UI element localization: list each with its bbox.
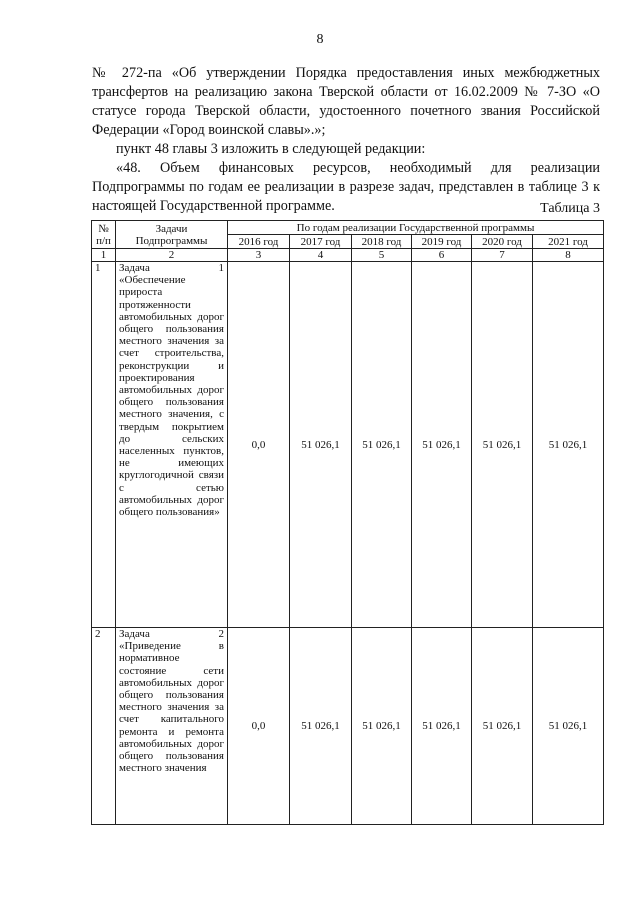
header-num-line2: п/п xyxy=(96,234,111,247)
column-number: 2 xyxy=(116,249,228,262)
intro-paragraph-2: пункт 48 главы 3 изложить в следующей редакции: xyxy=(116,141,426,157)
header-year-2016: 2016 год xyxy=(228,235,290,249)
header-year-2017: 2017 год xyxy=(290,235,352,249)
header-task-line2: Подпрограммы xyxy=(135,234,208,247)
page-number: 8 xyxy=(316,32,324,47)
task-title: Задача xyxy=(119,628,150,640)
task-cell xyxy=(116,262,228,628)
value-2020: 51 026,1 xyxy=(472,262,533,628)
financing-table xyxy=(91,220,604,825)
value-2018: 51 026,1 xyxy=(352,628,412,825)
header-year-2019: 2019 год xyxy=(412,235,472,249)
task-text: «Обеспечение прироста протяженности автомобильных дорог общего пользования местного значения за счет строительства, реконструкции и проектирования автомобильных дорог общего пользования местного значения, с твердым покрытием до сельских населенных пунктов, не имеющих круглогодичной связи с сетью автомобильных дорог общего пользования» xyxy=(119,274,224,519)
value-2016: 0,0 xyxy=(228,262,290,628)
column-number: 6 xyxy=(412,249,472,262)
intro-paragraph-3: «48. Объем финансовых ресурсов, необходимый для реализации Подпрограммы по годам ее реализации в разрезе задач, представлен в таблице 3 к настоящей Государственной программе. xyxy=(92,160,600,214)
header-year-2021: 2021 год xyxy=(533,235,604,249)
task-text: «Приведение в нормативное состояние сети автомобильных дорог общего пользования местного значения за счет капитального ремонта и ремонта автомобильных дорог общего пользования местного значения xyxy=(119,640,224,775)
column-number: 3 xyxy=(228,249,290,262)
value-2018: 51 026,1 xyxy=(352,262,412,628)
intro-text xyxy=(92,64,600,216)
header-row-1 xyxy=(92,221,604,235)
value-2017: 51 026,1 xyxy=(290,262,352,628)
header-years-group: По годам реализации Государственной программы xyxy=(228,221,604,235)
column-number: 7 xyxy=(472,249,533,262)
header-task-line1: Задачи xyxy=(155,222,188,235)
task-cell xyxy=(116,628,228,825)
column-number: 4 xyxy=(290,249,352,262)
value-2020: 51 026,1 xyxy=(472,628,533,825)
value-2021: 51 026,1 xyxy=(533,262,604,628)
task-title: Задача xyxy=(119,262,150,274)
table-caption: Таблица 3 xyxy=(540,201,600,216)
value-2019: 51 026,1 xyxy=(412,262,472,628)
value-2021: 51 026,1 xyxy=(533,628,604,825)
row-index: 2 xyxy=(92,628,116,825)
table-row xyxy=(92,262,604,628)
intro-paragraph-1: № 272-па «Об утверждении Порядка предоставления иных межбюджетных трансфертов на реализацию закона Тверской области от 16.02.2009 № 7-ЗО «О статусе города Тверской области, удостоенного почетного звания Российской Федерации «Город воинской славы».»; xyxy=(92,65,600,138)
task-heading xyxy=(119,628,224,640)
row-index: 1 xyxy=(92,262,116,628)
task-heading xyxy=(119,262,224,274)
task-number: 1 xyxy=(218,262,224,274)
column-number: 5 xyxy=(352,249,412,262)
column-number: 8 xyxy=(533,249,604,262)
column-number-row xyxy=(92,249,604,262)
header-year-2018: 2018 год xyxy=(352,235,412,249)
table-row xyxy=(92,628,604,825)
value-2019: 51 026,1 xyxy=(412,628,472,825)
header-task xyxy=(116,221,228,249)
column-number: 1 xyxy=(92,249,116,262)
header-num-line1: № xyxy=(98,222,109,235)
value-2017: 51 026,1 xyxy=(290,628,352,825)
header-num xyxy=(92,221,116,249)
header-year-2020: 2020 год xyxy=(472,235,533,249)
value-2016: 0,0 xyxy=(228,628,290,825)
task-number: 2 xyxy=(218,628,224,640)
